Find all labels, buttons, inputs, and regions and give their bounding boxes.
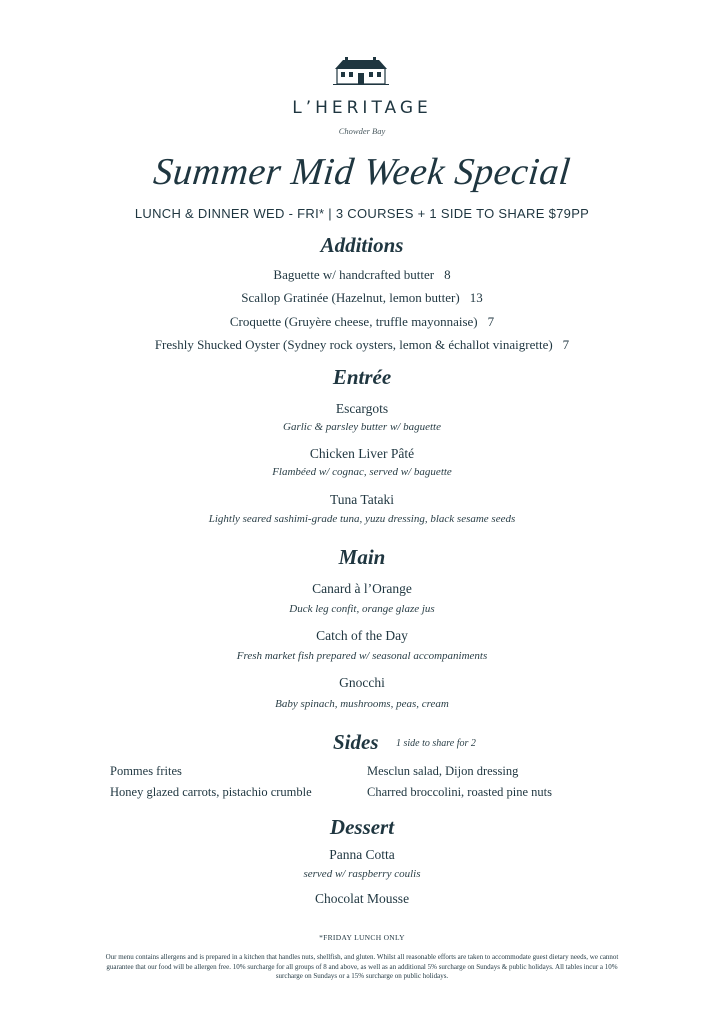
brand-name: L’HERITAGE [292, 98, 432, 118]
entree-item-name: Tuna Tataki [330, 492, 394, 507]
main-item-desc: Duck leg confit, orange glaze jus [289, 603, 435, 615]
section-title-additions: Additions [320, 233, 404, 257]
addition-item-name: Baguette w/ handcrafted butter [273, 267, 435, 282]
house-icon [333, 56, 389, 86]
entree-item-name: Chicken Liver Pâté [309, 446, 415, 461]
addition-item [0, 290, 724, 306]
side-item: Mesclun salad, Dijon dressing [367, 764, 519, 778]
page-title: Summer Mid Week Special [151, 151, 573, 193]
addition-item [0, 267, 724, 283]
addition-item-name: Croquette (Gruyère cheese, truffle mayonnaise) [229, 314, 478, 329]
addition-item-price: 8 [444, 267, 451, 282]
main-item-name: Catch of the Day [316, 628, 408, 643]
entree-item-name: Escargots [335, 401, 389, 416]
addition-item-price: 7 [487, 314, 495, 329]
main-item-desc: Baby spinach, mushrooms, peas, cream [275, 698, 449, 710]
side-item: Charred broccolini, roasted pine nuts [367, 785, 553, 799]
addition-item [0, 314, 724, 330]
footnote: *FRIDAY LUNCH ONLY [319, 933, 405, 942]
side-item: Honey glazed carrots, pistachio crumble [110, 785, 312, 799]
dessert-item-name: Panna Cotta [329, 847, 395, 862]
dessert-item-name: Chocolat Mousse [314, 891, 410, 906]
addition-item [0, 337, 724, 353]
dessert-item-desc: served w/ raspberry coulis [303, 868, 421, 880]
offer-subheading: LUNCH & DINNER WED - FRI* | 3 COURSES + 1 SIDE TO SHARE $79PP [134, 206, 590, 221]
addition-item-price: 13 [469, 290, 483, 305]
section-title-sides: Sides [333, 730, 379, 754]
main-item-name: Canard à l’Orange [312, 581, 412, 596]
addition-item-name: Scallop Gratinée (Hazelnut, lemon butter) [241, 290, 460, 305]
main-item-name: Gnocchi [339, 675, 385, 690]
allergen-disclaimer: Our menu contains allergens and is prepared in a kitchen that handles nuts, shellfish, and gluten. Whilst all reasonable efforts are taken to accommodate guest dietary needs, we cannot guarantee that our food will be allergen free. 10% surcharge for all groups of 8 and above, as well as an additional 5% surcharge on Sundays & public holidays. All tables incur a 10% surcharge on Sundays or a 15% surcharge on public holidays. [105, 953, 619, 980]
main-item-desc: Fresh market fish prepared w/ seasonal accompaniments [236, 650, 488, 662]
sides-note: 1 side to share for 2 [396, 738, 476, 749]
location-label: Chowder Bay [338, 126, 386, 136]
entree-item-desc: Lightly seared sashimi-grade tuna, yuzu dressing, black sesame seeds [208, 513, 516, 525]
section-title-dessert: Dessert [329, 815, 395, 839]
addition-item-name: Freshly Shucked Oyster (Sydney rock oysters, lemon & échallot vinaigrette) [154, 337, 553, 352]
entree-item-desc: Flambéed w/ cognac, served w/ baguette [272, 466, 452, 478]
side-item: Pommes frites [110, 764, 182, 778]
section-title-entree: Entrée [332, 365, 392, 389]
addition-item-price: 7 [562, 337, 570, 352]
entree-item-desc: Garlic & parsley butter w/ baguette [283, 421, 441, 433]
section-title-main: Main [338, 545, 386, 569]
